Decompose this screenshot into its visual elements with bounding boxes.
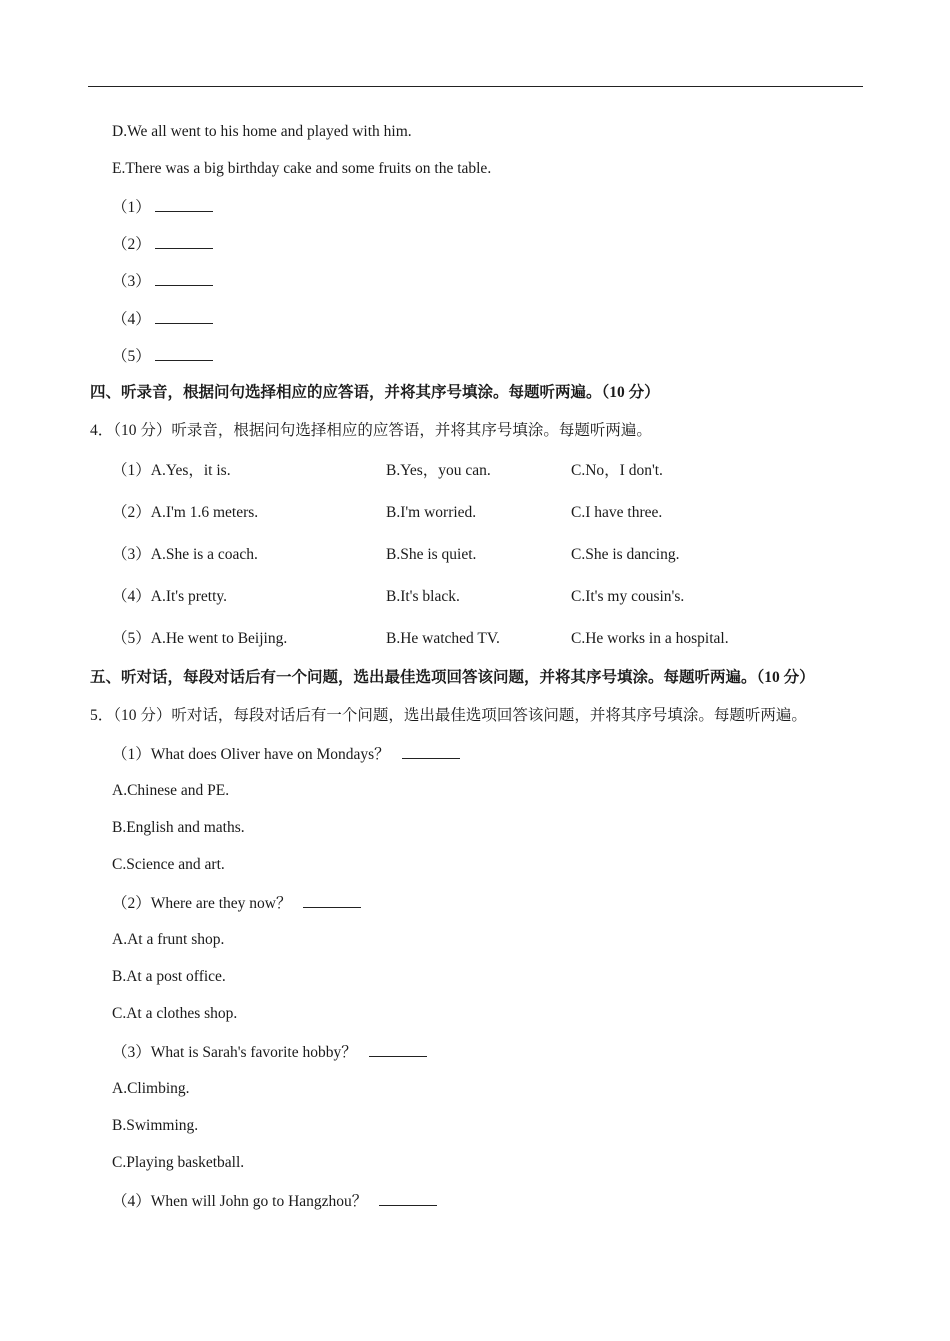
q4-row2-option-c: C.I have three. [571, 504, 663, 521]
q5-item3-option-c: C.Playing basketball. [112, 1154, 245, 1171]
q5-item2-option-c: C.At a clothes shop. [112, 1005, 238, 1022]
answer-blank-5[interactable] [112, 346, 213, 367]
q4-row1-option-c: C.No，I don't. [571, 462, 663, 479]
blank-number: （5） [112, 348, 151, 365]
q4-row4-option-a: （4）A.It's pretty. [112, 588, 228, 605]
q5-item3-option-a: A.Climbing. [112, 1080, 190, 1097]
q4-row1-option-a: （1）A.Yes，it is. [112, 462, 231, 479]
answer-blank-2[interactable] [112, 234, 213, 255]
q5-item2-option-a: A.At a frunt shop. [112, 931, 225, 948]
answer-blank-1[interactable] [112, 197, 213, 218]
blank-number: （1） [112, 199, 151, 216]
q5-item3-question [112, 1042, 427, 1063]
question-text: （1）What does Oliver have on Mondays？ [112, 746, 390, 763]
section-4-heading: 四、听录音，根据问句选择相应的应答语，并将其序号填涂。每题听两遍。（10 分） [90, 384, 660, 401]
answer-line[interactable] [155, 234, 213, 249]
q4-row2-option-b: B.I'm worried. [386, 504, 477, 521]
answer-blank-4[interactable] [112, 309, 213, 330]
header-rule [88, 86, 863, 87]
q5-item1-option-a: A.Chinese and PE. [112, 782, 230, 799]
q4-row5-option-b: B.He watched TV. [386, 630, 500, 647]
answer-line[interactable] [402, 744, 460, 759]
q5-item1-option-c: C.Science and art. [112, 856, 225, 873]
option-d: D.We all went to his home and played with him. [112, 123, 412, 140]
answer-line[interactable] [155, 197, 213, 212]
answer-line[interactable] [155, 309, 213, 324]
q5-item1-question [112, 744, 460, 765]
option-e: E.There was a big birthday cake and some fruits on the table. [112, 160, 492, 177]
blank-number: （2） [112, 236, 151, 253]
q4-row4-option-c: C.It's my cousin's. [571, 588, 685, 605]
q5-item4-question [112, 1191, 437, 1212]
answer-line[interactable] [379, 1191, 437, 1206]
q5-item3-option-b: B.Swimming. [112, 1117, 199, 1134]
q4-row4-option-b: B.It's black. [386, 588, 460, 605]
q4-row5-option-c: C.He works in a hospital. [571, 630, 729, 647]
q4-row5-option-a: （5）A.He went to Beijing. [112, 630, 288, 647]
answer-line[interactable] [155, 346, 213, 361]
q4-row3-option-a: （3）A.She is a coach. [112, 546, 258, 563]
question-text: （4）When will John go to Hangzhou？ [112, 1193, 368, 1210]
blank-number: （3） [112, 273, 151, 290]
q4-row3-option-b: B.She is quiet. [386, 546, 477, 563]
answer-line[interactable] [303, 893, 361, 908]
question-5-prompt: 5．（10 分）听对话，每段对话后有一个问题，选出最佳选项回答该问题，并将其序号填涂。每题听两遍。 [90, 707, 807, 724]
answer-blank-3[interactable] [112, 271, 213, 292]
q4-row3-option-c: C.She is dancing. [571, 546, 680, 563]
q4-row1-option-b: B.Yes，you can. [386, 462, 491, 479]
answer-line[interactable] [155, 271, 213, 286]
q5-item2-question [112, 893, 361, 914]
question-text: （3）What is Sarah's favorite hobby？ [112, 1044, 357, 1061]
answer-line[interactable] [369, 1042, 427, 1057]
q5-item1-option-b: B.English and maths. [112, 819, 245, 836]
question-4-prompt: 4．（10 分）听录音，根据问句选择相应的应答语，并将其序号填涂。每题听两遍。 [90, 422, 652, 439]
q4-row2-option-a: （2）A.I'm 1.6 meters. [112, 504, 259, 521]
blank-number: （4） [112, 311, 151, 328]
question-text: （2）Where are they now？ [112, 895, 292, 912]
section-5-heading: 五、听对话，每段对话后有一个问题，选出最佳选项回答该问题，并将其序号填涂。每题听两遍。（10 分） [90, 669, 815, 686]
q5-item2-option-b: B.At a post office. [112, 968, 226, 985]
